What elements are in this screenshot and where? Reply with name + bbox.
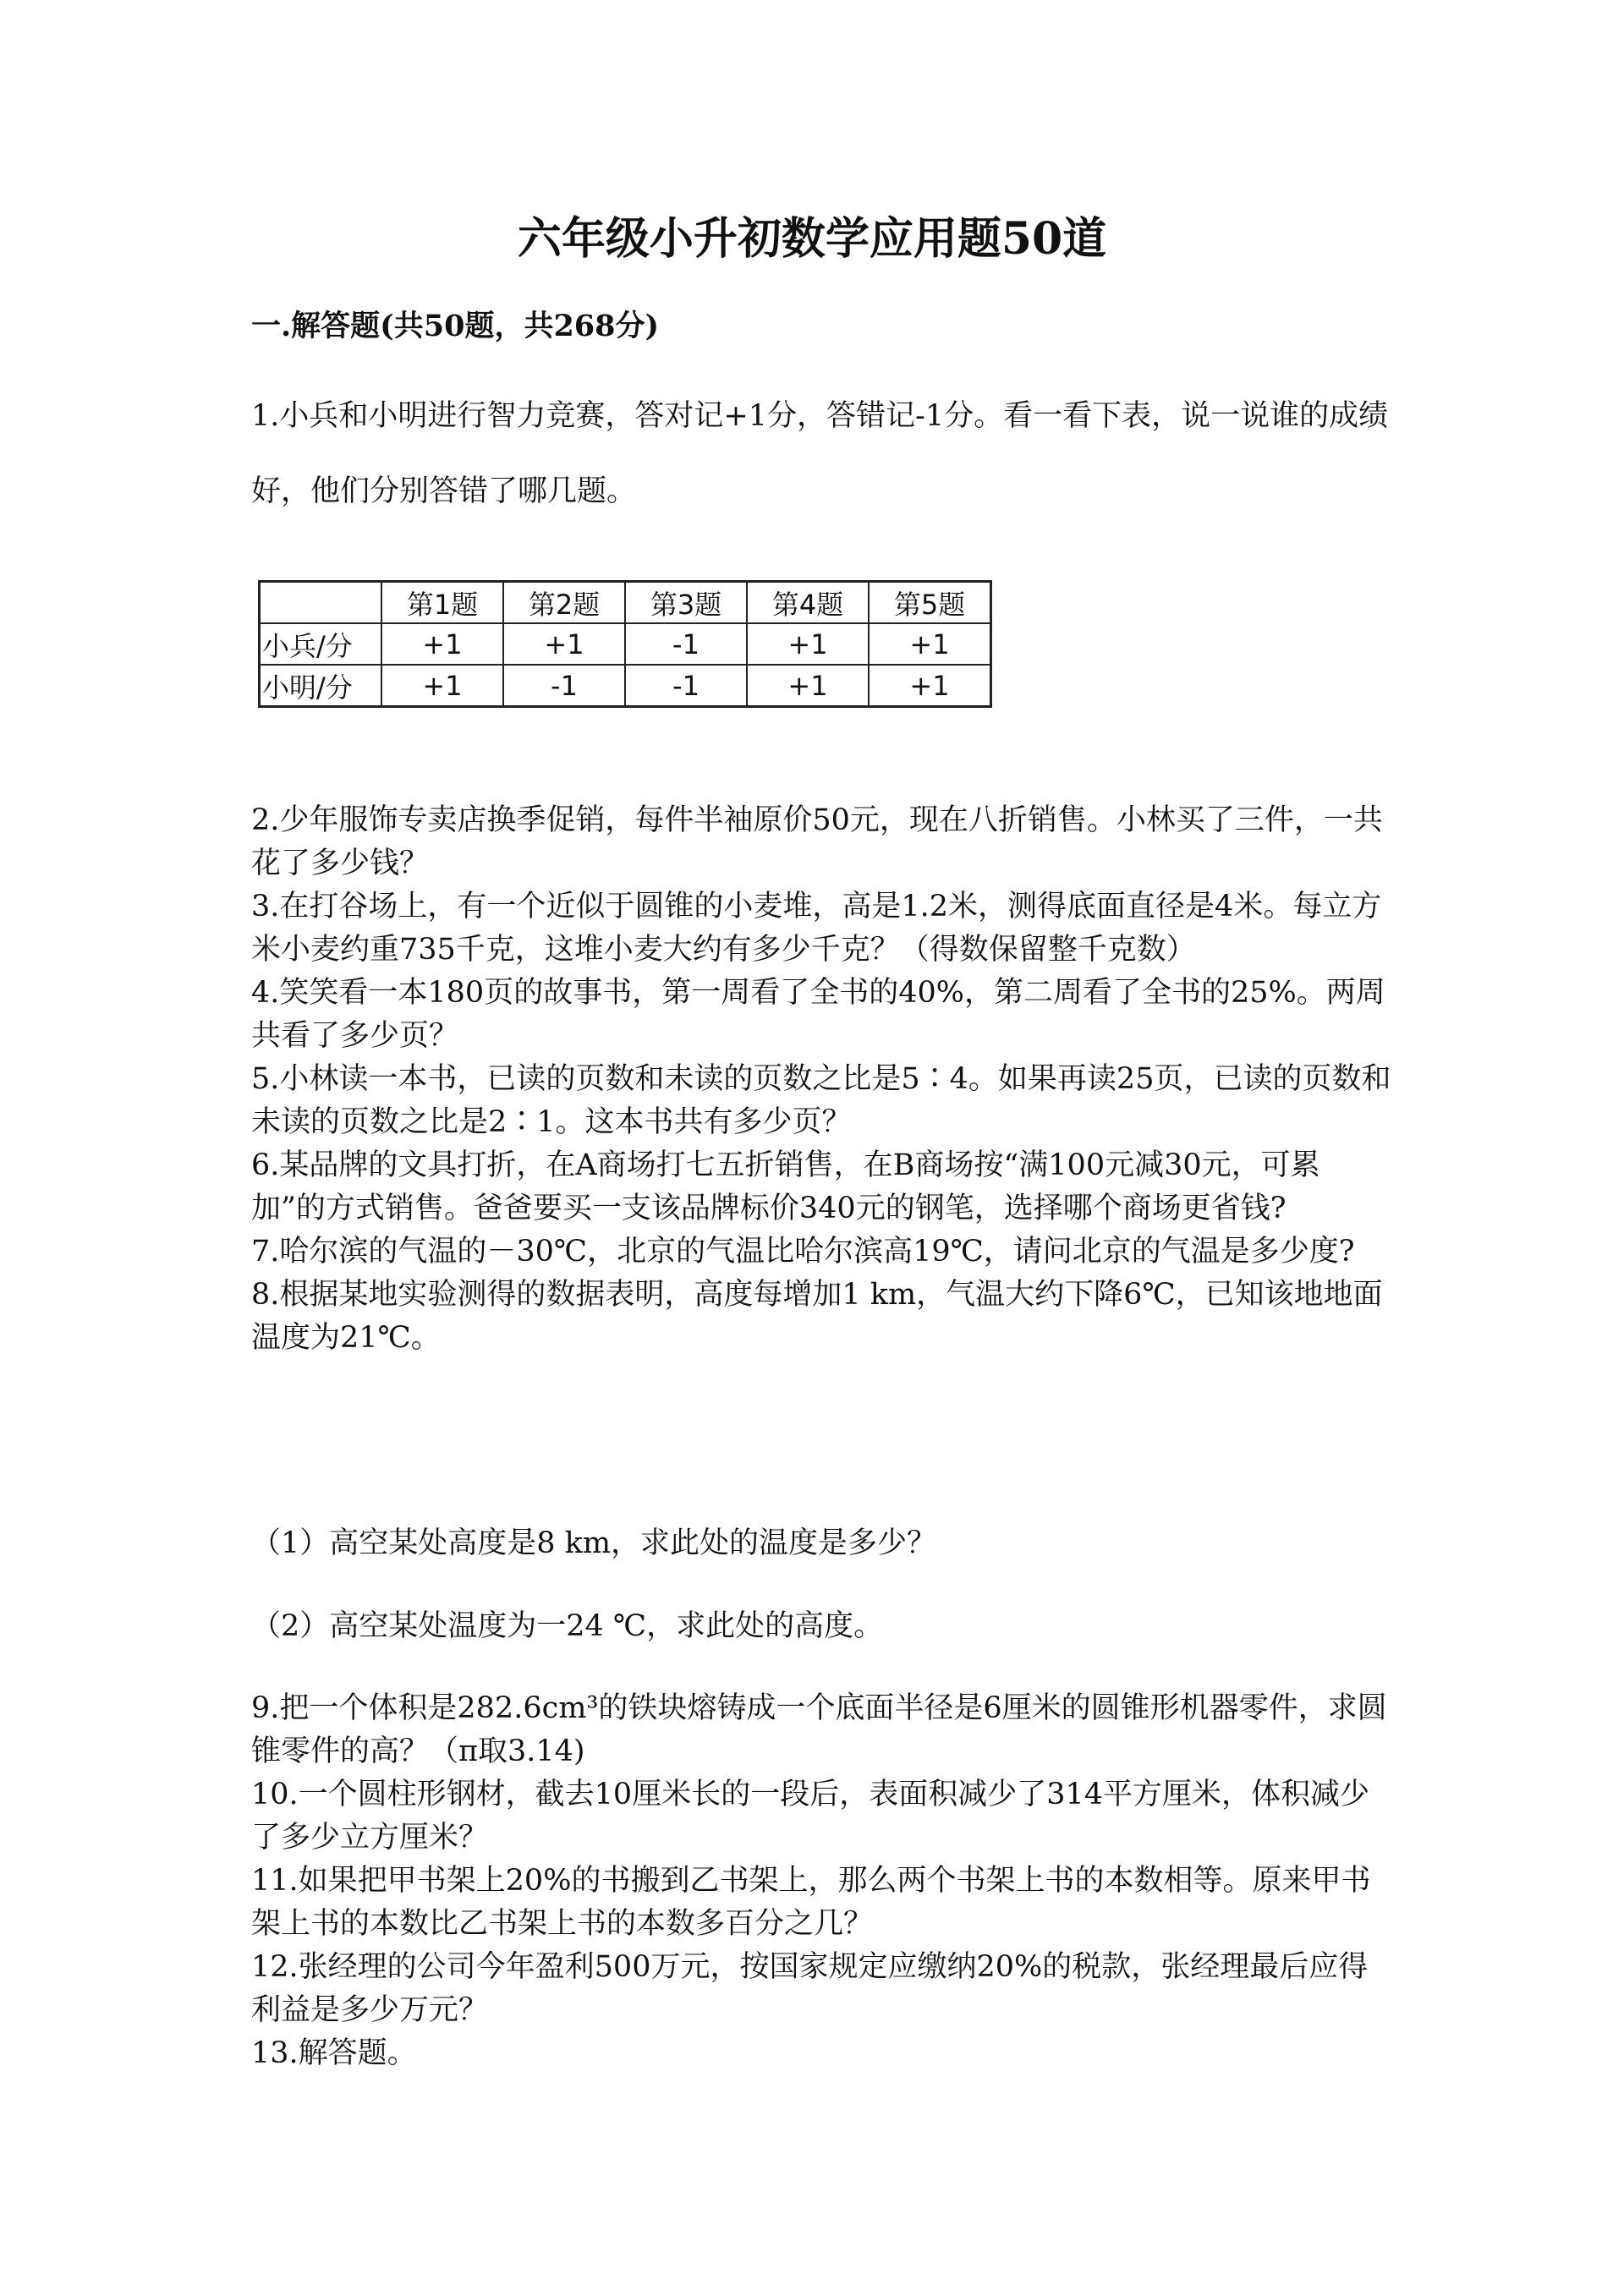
- table-cell: +1: [747, 665, 869, 707]
- question-8-part-2: （2）高空某处温度为一24 ℃，求此处的高度。: [251, 1609, 884, 1643]
- table-cell: +1: [869, 623, 991, 665]
- table-cell: 小兵/分: [260, 623, 382, 665]
- table-cell: -1: [503, 665, 625, 707]
- question-12: 12.张经理的公司今年盈利500万元，按国家规定应缴纳20%的税款，张经理最后应得利益是多少万元？: [251, 1950, 1369, 2027]
- questions-9-13: [251, 1687, 1393, 2075]
- question-10: 10.一个圆柱形钢材，截去10厘米长的一段后，表面积减少了314平方厘米，体积减少了多少立方厘米？: [251, 1778, 1370, 1855]
- question-9: 9.把一个体积是282.6cm³的铁块熔铸成一个底面半径是6厘米的圆锥形机器零件，求圆锥零件的高？（π取3.14): [251, 1691, 1387, 1768]
- table-row: [260, 623, 991, 665]
- table-header-cell: [260, 582, 382, 624]
- table-cell: 小明/分: [260, 665, 382, 707]
- table-cell: +1: [869, 665, 991, 707]
- question-1: 1.小兵和小明进行智力竞赛，答对记+1分，答错记-1分。看一看下表，说一说谁的成绩好，他们分别答错了哪几题。: [251, 399, 1389, 508]
- table-row: [260, 665, 991, 707]
- table-cell: -1: [625, 623, 747, 665]
- question-8-part-1: （1）高空某处高度是8 km，求此处的温度是多少？: [251, 1526, 937, 1560]
- question-3: 3.在打谷场上，有一个近似于圆锥的小麦堆，高是1.2米，测得底面直径是4米。每立方米小麦约重735千克，这堆小麦大约有多少千克？（得数保留整千克数）: [251, 890, 1382, 967]
- question-8: 8.根据某地实验测得的数据表明，高度每增加1 km，气温大约下降6℃，已知该地地面温度为21℃。: [251, 1278, 1383, 1355]
- table-cell: +1: [381, 623, 503, 665]
- table-header-cell: 第1题: [381, 582, 503, 624]
- table-cell: +1: [747, 623, 869, 665]
- section-heading: 一.解答题(共50题，共268分): [251, 309, 660, 343]
- table-header-cell: 第3题: [625, 582, 747, 624]
- questions-2-8: [251, 799, 1393, 1360]
- page-title: 六年级小升初数学应用题50道: [517, 213, 1107, 265]
- question-5: 5.小林读一本书，已读的页数和未读的页数之比是5∶4。如果再读25页，已读的页数和未读的页数之比是2∶1。这本书共有多少页？: [251, 1062, 1391, 1139]
- question-7: 7.哈尔滨的气温的－30℃，北京的气温比哈尔滨高19℃，请问北京的气温是多少度?: [251, 1235, 1355, 1269]
- table-cell: +1: [381, 665, 503, 707]
- score-table: [258, 580, 992, 708]
- table-header-cell: 第2题: [503, 582, 625, 624]
- question-4: 4.笑笑看一本180页的故事书，第一周看了全书的40%，第二周看了全书的25%。两周共看了多少页？: [251, 976, 1385, 1053]
- table-header-cell: 第4题: [747, 582, 869, 624]
- table-cell: -1: [625, 665, 747, 707]
- table-header-row: [260, 582, 991, 624]
- question-2: 2.少年服饰专卖店换季促销，每件半袖原价50元，现在八折销售。小林买了三件，一共花了多少钱？: [251, 803, 1383, 880]
- table-header-cell: 第5题: [869, 582, 991, 624]
- question-11: 11.如果把甲书架上20%的书搬到乙书架上，那么两个书架上书的本数相等。原来甲书架上书的本数比乙书架上书的本数多百分之几？: [251, 1864, 1371, 1941]
- question-13: 13.解答题。: [251, 2036, 417, 2070]
- question-6: 6.某品牌的文具打折，在A商场打七五折销售，在B商场按“满100元减30元，可累加”的方式销售。爸爸要买一支该品牌标价340元的钢笔，选择哪个商场更省钱?: [251, 1148, 1320, 1225]
- table-cell: +1: [503, 623, 625, 665]
